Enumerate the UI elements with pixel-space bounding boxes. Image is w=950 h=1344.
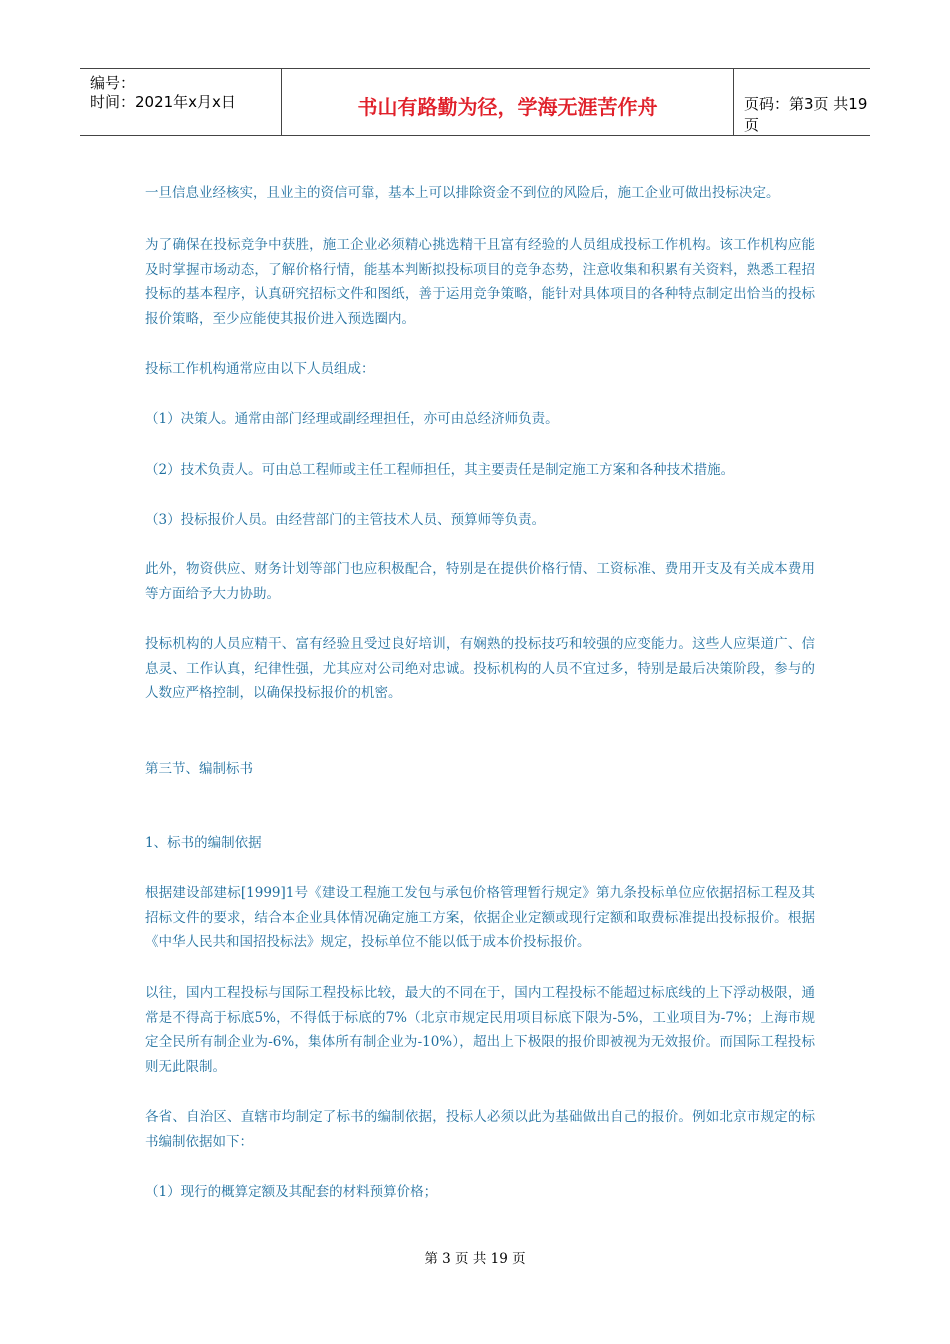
paragraph: 根据建设部建标[1999]1号《建设工程施工发包与承包价格管理暂行规定》第九条投标单位应依据招标工程及其招标文件的要求，结合本企业具体情况确定施工方案，依据企业定额或现行定额和取费标准提出投标报价。根据《中华人民共和国招投标法》规定，投标单位不能以低于成本价投标报价。 bbox=[145, 885, 815, 950]
section-heading: 第三节、编制标书 bbox=[145, 761, 253, 777]
list-item: （1）现行的概算定额及其配套的材料预算价格； bbox=[145, 1184, 438, 1200]
list-item: （1）决策人。通常由部门经理或副经理担任，亦可由总经济师负责。 bbox=[145, 411, 559, 427]
page-footer: 第 3 页 共 19 页 bbox=[424, 1251, 526, 1267]
list-item: （3）投标报价人员。由经营部门的主管技术人员、预算师等负责。 bbox=[145, 512, 546, 528]
page-header bbox=[80, 68, 870, 136]
list-item: （2）技术负责人。可由总工程师或主任工程师担任，其主要责任是制定施工方案和各种技术措施。 bbox=[145, 462, 735, 478]
paragraph: 投标机构的人员应精干、富有经验且受过良好培训，有娴熟的投标技巧和较强的应变能力。这些人应渠道广、信息灵、工作认真，纪律性强，尤其应对公司绝对忠诚。投标机构的人员不宜过多，特别是最后决策阶段，参与的人数应严格控制，以确保投标报价的机密。 bbox=[145, 636, 815, 701]
paragraph: 以往，国内工程投标与国际工程投标比较，最大的不同在于，国内工程投标不能超过标底线的上下浮动极限，通常是不得高于标底5%，不得低于标底的7%（北京市规定民用项目标底下限为-5%，工业项目为-7%；上海市规定全民所有制企业为-6%，集体所有制企业为-10%），超出上下极限的报价即被视为无效报价。而国际工程投标则无此限制。 bbox=[145, 985, 815, 1075]
header-motto-cell bbox=[282, 69, 734, 135]
document-number-label: 编号： bbox=[90, 74, 136, 92]
subsection-heading: 1、标书的编制依据 bbox=[145, 835, 262, 851]
header-motto: 书山有路勤为径，学海无涯苦作舟 bbox=[357, 95, 658, 119]
header-meta-cell bbox=[80, 69, 282, 135]
paragraph: 各省、自治区、直辖市均制定了标书的编制依据，投标人必须以此为基础做出自己的报价。例如北京市规定的标书编制依据如下： bbox=[145, 1109, 815, 1150]
paragraph: 投标工作机构通常应由以下人员组成： bbox=[145, 361, 375, 377]
paragraph: 一旦信息业经核实，且业主的资信可靠，基本上可以排除资金不到位的风险后，施工企业可做出投标决定。 bbox=[145, 185, 780, 201]
header-page-cell bbox=[734, 69, 870, 135]
header-page-info: 页码：第3页 共19页 bbox=[744, 95, 868, 134]
paragraph: 此外，物资供应、财务计划等部门也应积极配合，特别是在提供价格行情、工资标准、费用开支及有关成本费用等方面给予大力协助。 bbox=[145, 561, 815, 602]
paragraph: 为了确保在投标竞争中获胜，施工企业必须精心挑选精干且富有经验的人员组成投标工作机构。该工作机构应能及时掌握市场动态，了解价格行情，能基本判断拟投标项目的竞争态势，注意收集和积累有关资料，熟悉工程招投标的基本程序，认真研究招标文件和图纸，善于运用竞争策略，能针对具体项目的各种特点制定出恰当的投标报价策略，至少应能使其报价进入预选圈内。 bbox=[145, 237, 815, 327]
document-date: 时间：2021年x月x日 bbox=[90, 93, 236, 111]
